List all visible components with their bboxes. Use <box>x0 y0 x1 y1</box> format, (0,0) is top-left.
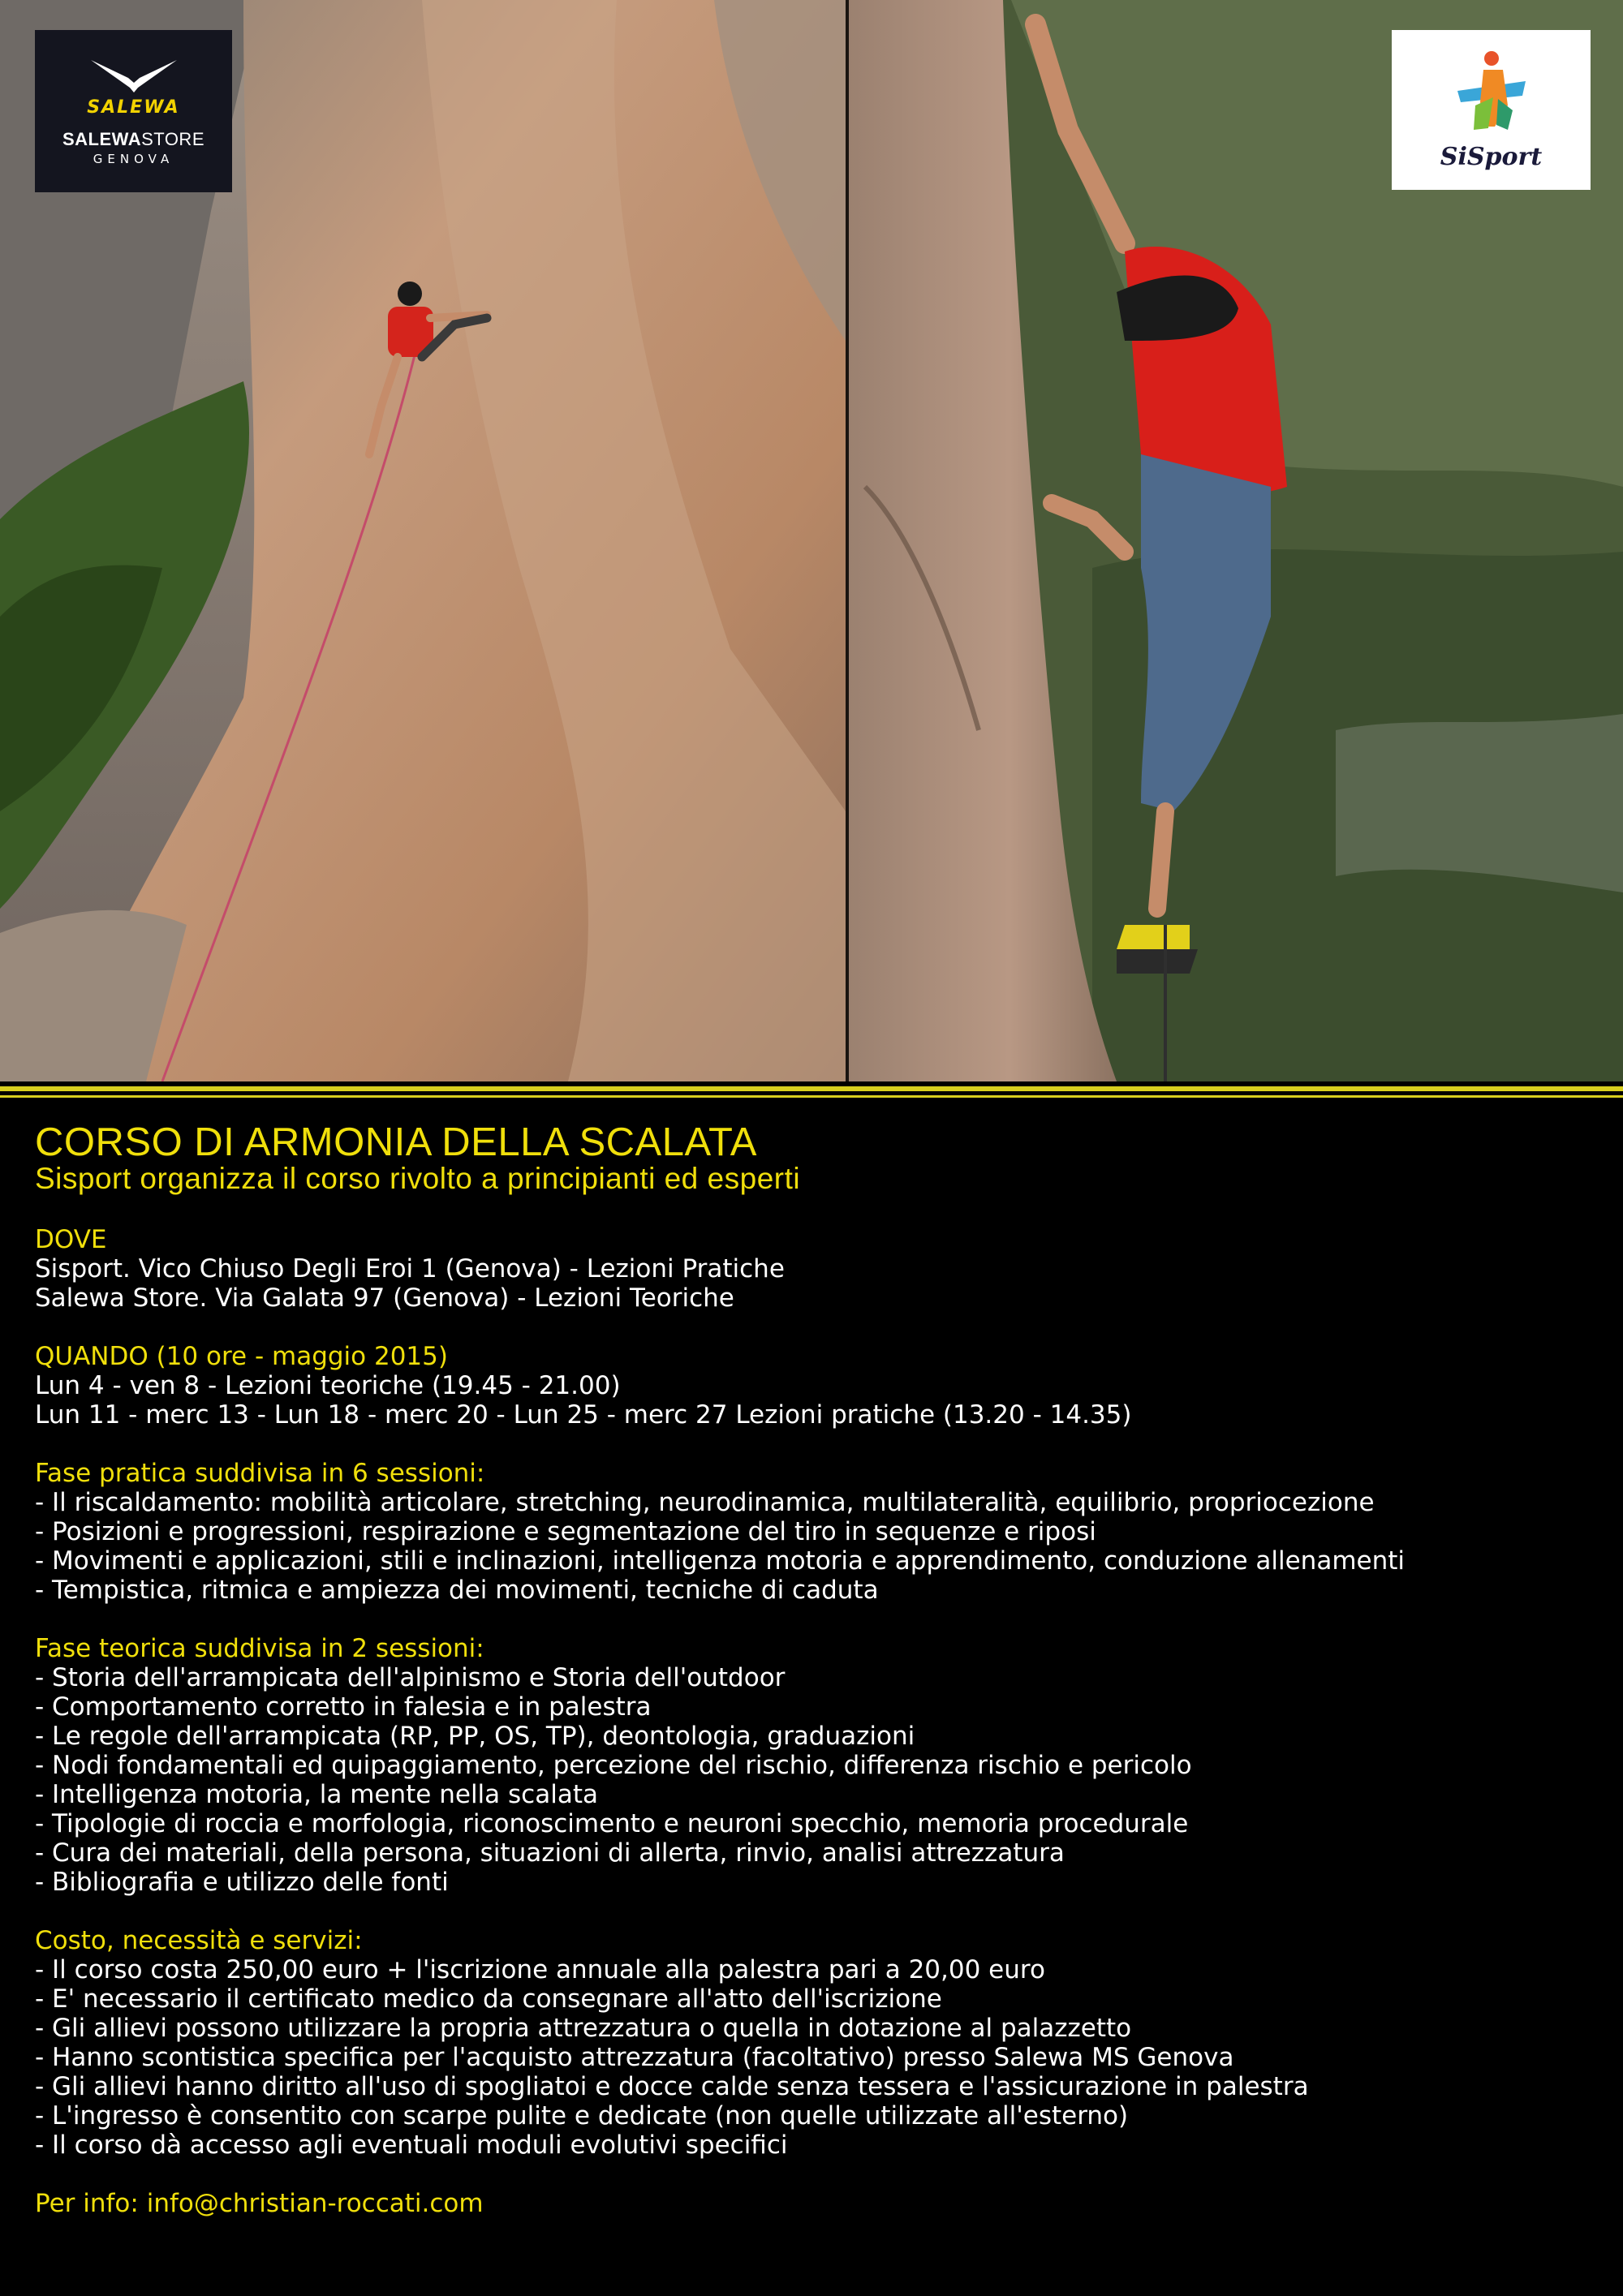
list-item: - Tempistica, ritmica e ampiezza dei movimenti, tecniche di caduta <box>35 1576 879 1605</box>
list-item: Lun 4 - ven 8 - Lezioni teoriche (19.45 - 21.00) <box>35 1371 621 1400</box>
salewa-store-text: SALEWASTORE <box>62 128 204 149</box>
section-heading-pratica: Fase pratica suddivisa in 6 sessioni: <box>35 1459 485 1488</box>
separator-line-bottom <box>0 1095 1623 1098</box>
list-item: - Gli allievi hanno diritto all'uso di spogliatoi e docce calde senza tessera e l'assicurazione in palestra <box>35 2072 1309 2101</box>
contact-email-link[interactable]: info@christian-roccati.com <box>146 2189 484 2218</box>
list-item: - Hanno scontistica specifica per l'acquisto attrezzatura (facoltativo) presso Salewa MS Genova <box>35 2043 1234 2072</box>
list-item: - Il riscaldamento: mobilità articolare, stretching, neurodinamica, multilateralità, equilibrio, propriocezione <box>35 1488 1375 1517</box>
contact-label: Per info: <box>35 2189 139 2218</box>
list-item: Sisport. Vico Chiuso Degli Eroi 1 (Genova) - Lezioni Pratiche <box>35 1254 785 1283</box>
sisport-figure-icon <box>1451 49 1532 138</box>
list-item: - Posizioni e progressioni, respirazione e segmentazione del tiro in sequenze e riposi <box>35 1517 1096 1546</box>
photo-banner <box>0 0 1623 1081</box>
list-item: - Tipologie di roccia e morfologia, riconoscimento e neuroni specchio, memoria procedurale <box>35 1809 1189 1838</box>
section-fase-pratica <box>35 1459 1601 1605</box>
sisport-logo <box>1392 30 1591 190</box>
separator-line-top <box>0 1086 1623 1091</box>
list-item: - Nodi fondamentali ed quipaggiamento, percezione del rischio, differenza rischio e pericolo <box>35 1751 1192 1780</box>
list-item: - Cura dei materiali, della persona, situazioni di allerta, rinvio, analisi attrezzatura <box>35 1838 1065 1868</box>
list-item: - E' necessario il certificato medico da consegnare all'atto dell'iscrizione <box>35 1984 942 2014</box>
list-item: - Il corso dà accesso agli eventuali moduli evolutivi specifici <box>35 2130 788 2160</box>
salewa-brand-text: SALEWA <box>87 97 180 118</box>
section-heading-costo: Costo, necessità e servizi: <box>35 1926 363 1955</box>
page-subtitle: Sisport organizza il corso rivolto a principianti ed esperti <box>35 1162 801 1195</box>
section-quando <box>35 1342 1601 1430</box>
list-item: - L'ingresso è consentito con scarpe pulite e dedicate (non quelle utilizzate all'esterno) <box>35 2101 1129 2130</box>
salewa-city-text: GENOVA <box>93 151 174 166</box>
section-costo <box>35 1926 1601 2160</box>
sisport-name-text: SiSport <box>1440 143 1543 171</box>
page-title: CORSO DI ARMONIA DELLA SCALATA <box>35 1120 757 1164</box>
list-item: Salewa Store. Via Galata 97 (Genova) - Lezioni Teoriche <box>35 1283 734 1313</box>
list-item: Lun 11 - merc 13 - Lun 18 - merc 20 - Lun 25 - merc 27 Lezioni pratiche (13.20 - 14.35) <box>35 1400 1132 1430</box>
list-item: - Storia dell'arrampicata dell'alpinismo e Storia dell'outdoor <box>35 1663 786 1692</box>
section-heading-quando: QUANDO (10 ore - maggio 2015) <box>35 1342 448 1371</box>
list-item: - Bibliografia e utilizzo delle fonti <box>35 1868 449 1897</box>
contact-info <box>35 2189 1601 2218</box>
section-dove <box>35 1225 1601 1313</box>
course-details <box>35 1120 1601 2218</box>
section-heading-teorica: Fase teorica suddivisa in 2 sessioni: <box>35 1634 484 1663</box>
section-fase-teorica <box>35 1634 1601 1897</box>
list-item: - Intelligenza motoria, la mente nella scalata <box>35 1780 598 1809</box>
list-item: - Comportamento corretto in falesia e in palestra <box>35 1692 652 1722</box>
list-item: - Le regole dell'arrampicata (RP, PP, OS, TP), deontologia, graduazioni <box>35 1722 915 1751</box>
list-item: - Movimenti e applicazioni, stili e inclinazioni, intelligenza motoria e apprendimento, conduzione allenamenti <box>35 1546 1406 1576</box>
section-heading-dove: DOVE <box>35 1225 107 1254</box>
salewa-eagle-icon <box>89 57 179 94</box>
list-item: - Il corso costa 250,00 euro + l'iscrizione annuale alla palestra pari a 20,00 euro <box>35 1955 1045 1984</box>
salewa-store-logo <box>35 30 232 192</box>
list-item: - Gli allievi possono utilizzare la propria attrezzatura o quella in dotazione al palazzetto <box>35 2014 1132 2043</box>
